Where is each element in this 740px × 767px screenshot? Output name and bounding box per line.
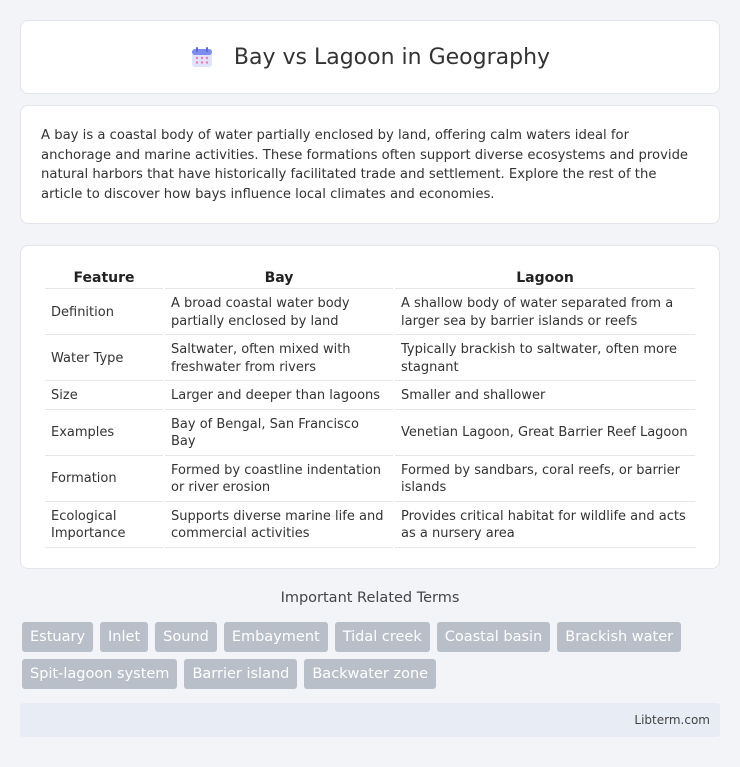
calendar-icon (190, 45, 214, 69)
feature-cell: Water Type (45, 337, 163, 381)
bay-cell: Bay of Bengal, San Francisco Bay (165, 412, 393, 456)
table-row (45, 291, 695, 335)
related-terms-title: Important Related Terms (280, 590, 460, 606)
related-term-tag[interactable]: Inlet (100, 622, 148, 652)
table-row (45, 458, 695, 502)
bay-cell: Formed by coastline indentation or river erosion (165, 458, 393, 502)
related-term-tag[interactable]: Coastal basin (437, 622, 551, 652)
related-term-tag[interactable]: Barrier island (184, 659, 297, 689)
comparison-card (20, 245, 720, 569)
title-card (20, 20, 720, 94)
related-term-tag[interactable]: Spit-lagoon system (22, 659, 177, 689)
related-term-tag[interactable]: Backwater zone (304, 659, 436, 689)
bay-cell: Supports diverse marine life and commercial activities (165, 504, 393, 548)
feature-cell: Formation (45, 458, 163, 502)
page-title: Bay vs Lagoon in Geography (233, 44, 551, 70)
lagoon-cell: Typically brackish to saltwater, often more stagnant (395, 337, 695, 381)
lagoon-cell: A shallow body of water separated from a larger sea by barrier islands or reefs (395, 291, 695, 335)
related-term-tag[interactable]: Embayment (224, 622, 328, 652)
related-term-tag[interactable]: Tidal creek (335, 622, 430, 652)
bay-cell: A broad coastal water body partially enclosed by land (165, 291, 393, 335)
footer (20, 703, 720, 737)
intro-card (20, 105, 720, 224)
table-row (45, 504, 695, 548)
related-terms-list (22, 622, 722, 689)
header-bay: Bay (165, 268, 393, 289)
feature-cell: Examples (45, 412, 163, 456)
intro-text: A bay is a coastal body of water partially enclosed by land, offering calm waters ideal for anchorage and marine activities. These formations often support diverse ecosystems and provide natural harbors that have historically facilitated trade and settlement. Explore the rest of the article to discover how bays influence local climates and economies. (41, 128, 689, 202)
bay-cell: Larger and deeper than lagoons (165, 383, 393, 410)
table-row (45, 383, 695, 410)
table-row (45, 412, 695, 456)
related-term-tag[interactable]: Estuary (22, 622, 93, 652)
table-header-row (45, 268, 695, 289)
related-term-tag[interactable]: Brackish water (557, 622, 681, 652)
comparison-table (43, 266, 697, 550)
lagoon-cell: Venetian Lagoon, Great Barrier Reef Lagoon (395, 412, 695, 456)
lagoon-cell: Provides critical habitat for wildlife and acts as a nursery area (395, 504, 695, 548)
lagoon-cell: Formed by sandbars, coral reefs, or barrier islands (395, 458, 695, 502)
header-lagoon: Lagoon (395, 268, 695, 289)
header-feature: Feature (45, 268, 163, 289)
related-term-tag[interactable]: Sound (155, 622, 217, 652)
footer-brand[interactable]: Libterm.com (634, 713, 710, 727)
feature-cell: Ecological Importance (45, 504, 163, 548)
feature-cell: Size (45, 383, 163, 410)
table-row (45, 337, 695, 381)
bay-cell: Saltwater, often mixed with freshwater from rivers (165, 337, 393, 381)
lagoon-cell: Smaller and shallower (395, 383, 695, 410)
feature-cell: Definition (45, 291, 163, 335)
